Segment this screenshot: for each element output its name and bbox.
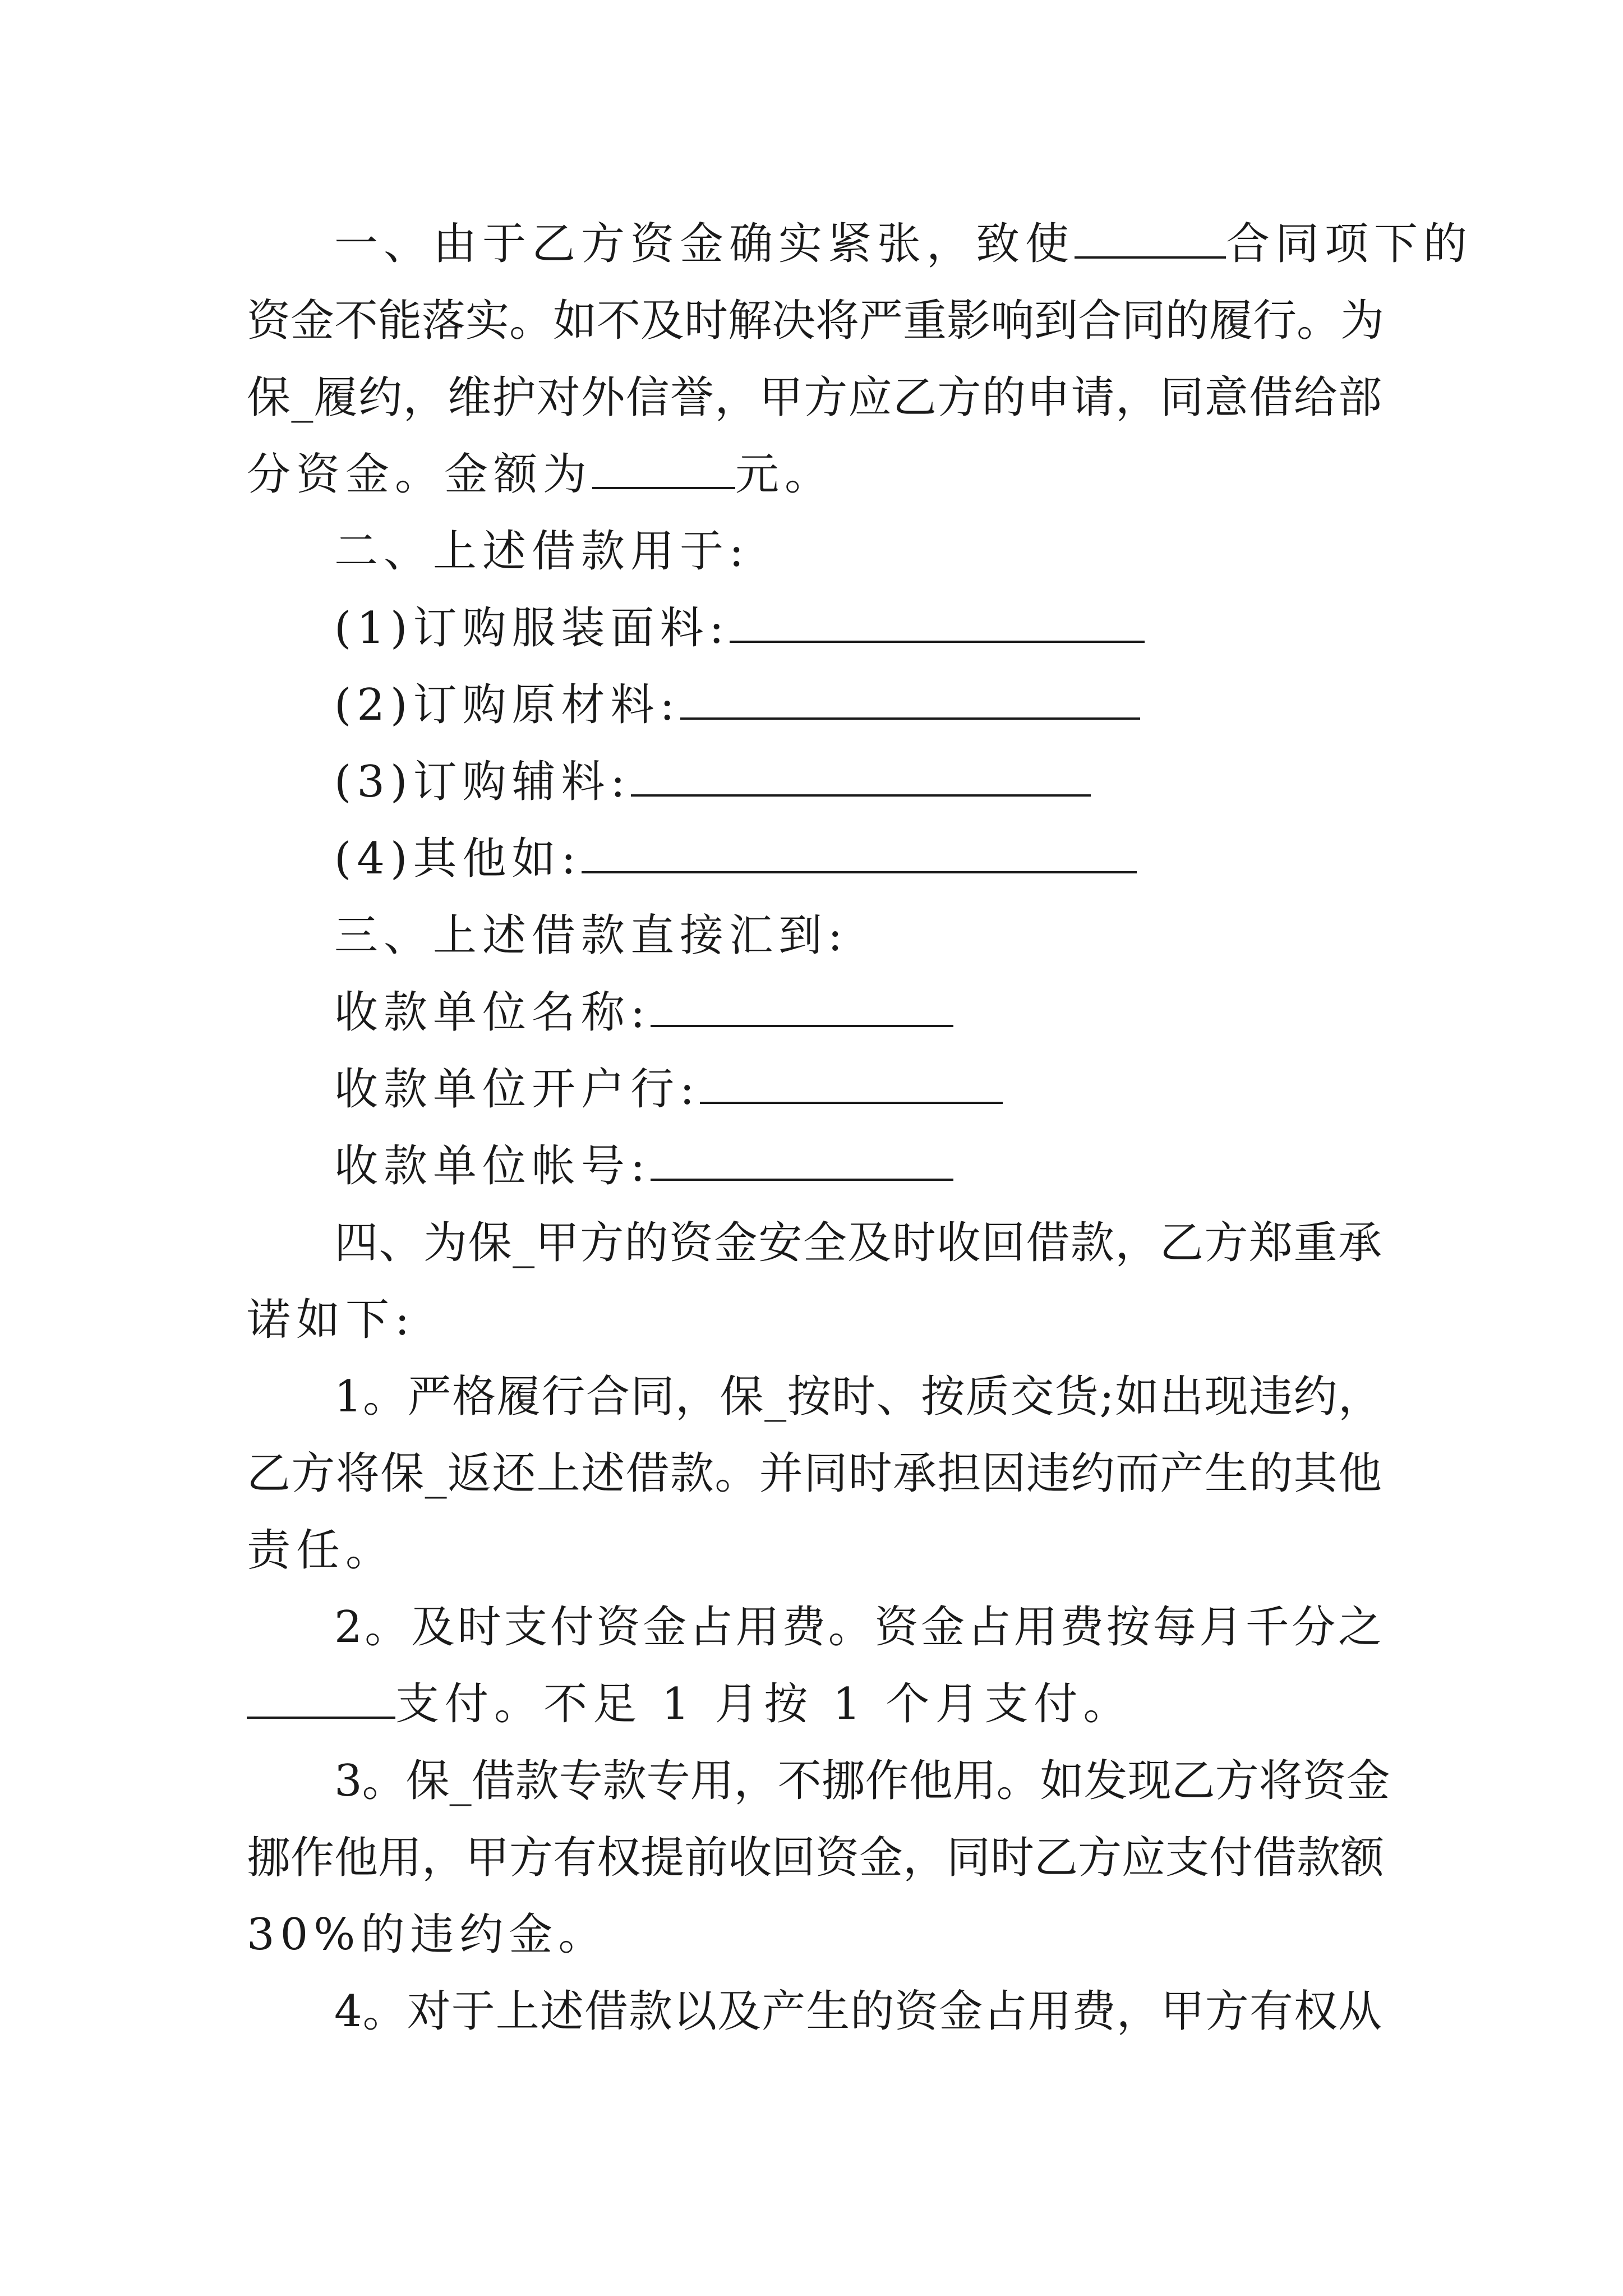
para2-item-1 <box>334 600 1145 656</box>
para4-line1: 四、为保_甲方的资金安全及时收回借款，乙方郑重承 <box>334 1218 1382 1268</box>
para2-item-4 <box>334 831 1137 887</box>
text: 分资金。金额为 <box>247 449 593 500</box>
blank-field <box>651 986 953 1027</box>
blank-field <box>631 755 1091 797</box>
blank-field <box>592 448 735 489</box>
text: 一、由于乙方资金确实紧张，致使 <box>334 219 1075 269</box>
para3-field-1 <box>334 984 953 1041</box>
item1-line2: 乙方将保_返还上述借款。并同时承担因违约而产生的其他 <box>247 1448 1382 1499</box>
para4-line2: 诺如下: <box>247 1295 416 1345</box>
blank-field <box>700 1062 1003 1104</box>
item3-line2: 挪作他用，甲方有权提前收回资金，同时乙方应支付借款额 <box>247 1833 1385 1883</box>
text: 收款单位帐号: <box>334 1141 651 1191</box>
blank-field <box>247 1677 395 1719</box>
text: 支付。不足 1 月按 1 个月支付。 <box>395 1679 1133 1729</box>
para1-line4 <box>247 447 834 503</box>
text: (2)订购原材料: <box>334 680 680 730</box>
para2-item-2 <box>334 677 1140 733</box>
text: (3)订购辅料: <box>334 757 631 807</box>
para1-line2: 资金不能落实。如不及时解决将严重影响到合同的履行。为 <box>247 296 1385 346</box>
item3-line3: 30%的违约金。 <box>247 1910 608 1960</box>
item4-line1: 4。对于上述借款以及产生的资金占用费，甲方有权从 <box>334 1986 1382 2037</box>
item2-line1: 2。及时支付资金占用费。资金占用费按每月千分之 <box>334 1602 1382 1653</box>
blank-field <box>582 832 1137 873</box>
blank-field <box>680 678 1140 720</box>
para3-field-3 <box>334 1138 953 1194</box>
text: 元。 <box>735 449 834 500</box>
para1-line3: 保_履约，维护对外信誉，甲方应乙方的申请，同意借给部 <box>247 372 1382 423</box>
text: 收款单位名称: <box>334 987 651 1038</box>
blank-field <box>1075 217 1226 259</box>
blank-field <box>651 1139 953 1181</box>
item2-line2 <box>247 1676 1132 1732</box>
text: 合同项下的 <box>1226 219 1473 269</box>
item1-line3: 责任。 <box>247 1525 395 1576</box>
text: 收款单位开户行: <box>334 1064 700 1115</box>
para1-line1 <box>334 216 1473 272</box>
text: (4)其他如: <box>334 834 582 884</box>
blank-field <box>730 601 1145 643</box>
para2-item-3 <box>334 754 1091 810</box>
text: (1)订购服装面料: <box>334 603 730 654</box>
para2-heading: 二、上述借款用于: <box>334 526 750 577</box>
para3-heading: 三、上述借款直接汇到: <box>334 910 849 961</box>
item1-line1: 1。严格履行合同，保_按时、按质交货;如出现违约， <box>334 1372 1382 1422</box>
item3-line1: 3。保_借款专款专用，不挪作他用。如发现乙方将资金 <box>334 1756 1390 1806</box>
para3-field-2 <box>334 1061 1003 1117</box>
